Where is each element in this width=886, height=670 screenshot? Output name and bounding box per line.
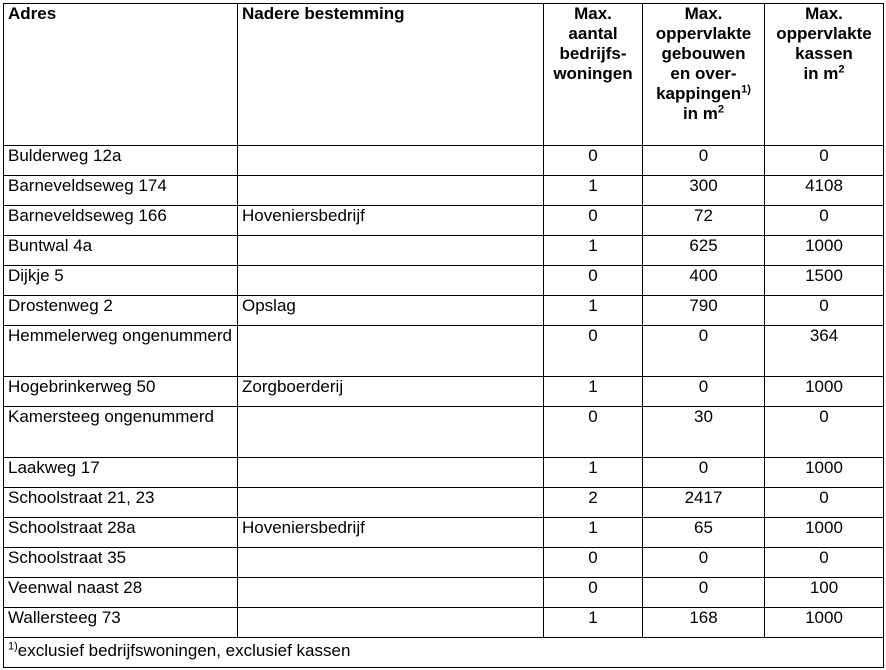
cell-adres: Hemmelerweg ongenummerd <box>4 326 238 377</box>
cell-nadere-bestemming <box>238 578 544 608</box>
cell-nadere-bestemming <box>238 608 544 638</box>
cell-nadere-bestemming: Opslag <box>238 296 544 326</box>
cell-adres: Wallersteeg 73 <box>4 608 238 638</box>
table-row <box>4 608 884 638</box>
cell-max-oppervlakte-gebouwen: 0 <box>643 548 765 578</box>
cell-max-bedrijfswoningen: 0 <box>544 266 643 296</box>
cell-adres: Schoolstraat 28a <box>4 518 238 548</box>
cell-max-oppervlakte-gebouwen: 0 <box>643 578 765 608</box>
cell-max-oppervlakte-kassen: 0 <box>765 548 884 578</box>
cell-max-bedrijfswoningen: 1 <box>544 608 643 638</box>
cell-max-oppervlakte-kassen: 0 <box>765 488 884 518</box>
cell-adres: Laakweg 17 <box>4 458 238 488</box>
cell-max-oppervlakte-gebouwen: 790 <box>643 296 765 326</box>
cell-adres: Hogebrinkerweg 50 <box>4 377 238 407</box>
header-gebouwen-footnote-ref: 1) <box>741 83 751 96</box>
cell-max-bedrijfswoningen: 1 <box>544 176 643 206</box>
table-row <box>4 236 884 266</box>
footnote-row <box>4 638 884 668</box>
cell-max-bedrijfswoningen: 2 <box>544 488 643 518</box>
cell-adres: Buntwal 4a <box>4 236 238 266</box>
footnote <box>4 638 884 668</box>
header-adres: Adres <box>4 4 238 146</box>
table-row <box>4 488 884 518</box>
cell-adres: Schoolstraat 21, 23 <box>4 488 238 518</box>
cell-max-bedrijfswoningen: 0 <box>544 206 643 236</box>
cell-nadere-bestemming: Hoveniersbedrijf <box>238 518 544 548</box>
cell-nadere-bestemming <box>238 458 544 488</box>
cell-max-oppervlakte-gebouwen: 72 <box>643 206 765 236</box>
cell-nadere-bestemming <box>238 146 544 176</box>
table-row <box>4 326 884 377</box>
table-row <box>4 176 884 206</box>
cell-max-oppervlakte-kassen: 1500 <box>765 266 884 296</box>
header-kassen-unit-sup: 2 <box>838 63 845 76</box>
cell-nadere-bestemming <box>238 407 544 458</box>
cell-nadere-bestemming <box>238 488 544 518</box>
cell-max-bedrijfswoningen: 0 <box>544 326 643 377</box>
cell-nadere-bestemming: Zorgboerderij <box>238 377 544 407</box>
cell-max-bedrijfswoningen: 1 <box>544 458 643 488</box>
cell-nadere-bestemming: Hoveniersbedrijf <box>238 206 544 236</box>
header-row <box>4 4 884 146</box>
cell-max-bedrijfswoningen: 0 <box>544 548 643 578</box>
cell-max-bedrijfswoningen: 1 <box>544 236 643 266</box>
cell-max-oppervlakte-gebouwen: 0 <box>643 377 765 407</box>
cell-adres: Drostenweg 2 <box>4 296 238 326</box>
table-body <box>4 146 884 638</box>
cell-max-oppervlakte-gebouwen: 300 <box>643 176 765 206</box>
header-max-bedrijfswoningen <box>544 4 643 146</box>
table-row <box>4 146 884 176</box>
table-row <box>4 458 884 488</box>
cell-adres: Barneveldseweg 174 <box>4 176 238 206</box>
table-row <box>4 578 884 608</box>
header-max-bedrijfswoningen-label: Max. aantal bedrijfs- woningen <box>553 4 633 83</box>
cell-adres: Bulderweg 12a <box>4 146 238 176</box>
cell-max-bedrijfswoningen: 0 <box>544 578 643 608</box>
cell-max-oppervlakte-gebouwen: 625 <box>643 236 765 266</box>
header-kassen-label: Max. oppervlakte kassen in m <box>776 4 872 83</box>
cell-max-oppervlakte-kassen: 1000 <box>765 236 884 266</box>
cell-adres: Barneveldseweg 166 <box>4 206 238 236</box>
cell-max-oppervlakte-kassen: 1000 <box>765 518 884 548</box>
table-row <box>4 206 884 236</box>
cell-max-oppervlakte-kassen: 0 <box>765 407 884 458</box>
table-row <box>4 377 884 407</box>
cell-max-oppervlakte-gebouwen: 0 <box>643 326 765 377</box>
cell-max-oppervlakte-kassen: 1000 <box>765 377 884 407</box>
cell-max-oppervlakte-gebouwen: 2417 <box>643 488 765 518</box>
table-row <box>4 407 884 458</box>
header-max-oppervlakte-kassen <box>765 4 884 146</box>
header-gebouwen-label: Max. oppervlakte gebouwen en over- kappingen <box>655 4 752 103</box>
cell-adres: Schoolstraat 35 <box>4 548 238 578</box>
cell-max-bedrijfswoningen: 1 <box>544 296 643 326</box>
cell-max-oppervlakte-gebouwen: 400 <box>643 266 765 296</box>
bestemmingen-table <box>3 3 884 668</box>
cell-adres: Kamersteeg ongenummerd <box>4 407 238 458</box>
header-gebouwen-unit: in m <box>682 104 718 123</box>
footnote-text: exclusief bedrijfswoningen, exclusief kassen <box>17 641 351 660</box>
cell-max-oppervlakte-kassen: 1000 <box>765 608 884 638</box>
cell-max-oppervlakte-kassen: 0 <box>765 146 884 176</box>
table-row <box>4 296 884 326</box>
table-row <box>4 548 884 578</box>
cell-nadere-bestemming <box>238 266 544 296</box>
cell-max-oppervlakte-kassen: 0 <box>765 296 884 326</box>
cell-max-oppervlakte-kassen: 100 <box>765 578 884 608</box>
cell-nadere-bestemming <box>238 548 544 578</box>
cell-nadere-bestemming <box>238 326 544 377</box>
cell-nadere-bestemming <box>238 236 544 266</box>
cell-nadere-bestemming <box>238 176 544 206</box>
cell-max-oppervlakte-gebouwen: 65 <box>643 518 765 548</box>
cell-max-oppervlakte-kassen: 364 <box>765 326 884 377</box>
cell-max-oppervlakte-gebouwen: 30 <box>643 407 765 458</box>
cell-max-oppervlakte-gebouwen: 0 <box>643 146 765 176</box>
header-max-oppervlakte-gebouwen <box>643 4 765 146</box>
cell-max-oppervlakte-gebouwen: 0 <box>643 458 765 488</box>
table-row <box>4 518 884 548</box>
cell-max-bedrijfswoningen: 0 <box>544 146 643 176</box>
header-nadere-bestemming: Nadere bestemming <box>238 4 544 146</box>
cell-max-oppervlakte-kassen: 0 <box>765 206 884 236</box>
cell-max-oppervlakte-kassen: 4108 <box>765 176 884 206</box>
footnote-marker: 1) <box>8 640 18 653</box>
cell-max-bedrijfswoningen: 1 <box>544 377 643 407</box>
cell-max-bedrijfswoningen: 0 <box>544 407 643 458</box>
header-gebouwen-unit-sup: 2 <box>717 103 725 116</box>
cell-max-bedrijfswoningen: 1 <box>544 518 643 548</box>
cell-adres: Veenwal naast 28 <box>4 578 238 608</box>
table-row <box>4 266 884 296</box>
cell-max-oppervlakte-gebouwen: 168 <box>643 608 765 638</box>
cell-max-oppervlakte-kassen: 1000 <box>765 458 884 488</box>
cell-adres: Dijkje 5 <box>4 266 238 296</box>
